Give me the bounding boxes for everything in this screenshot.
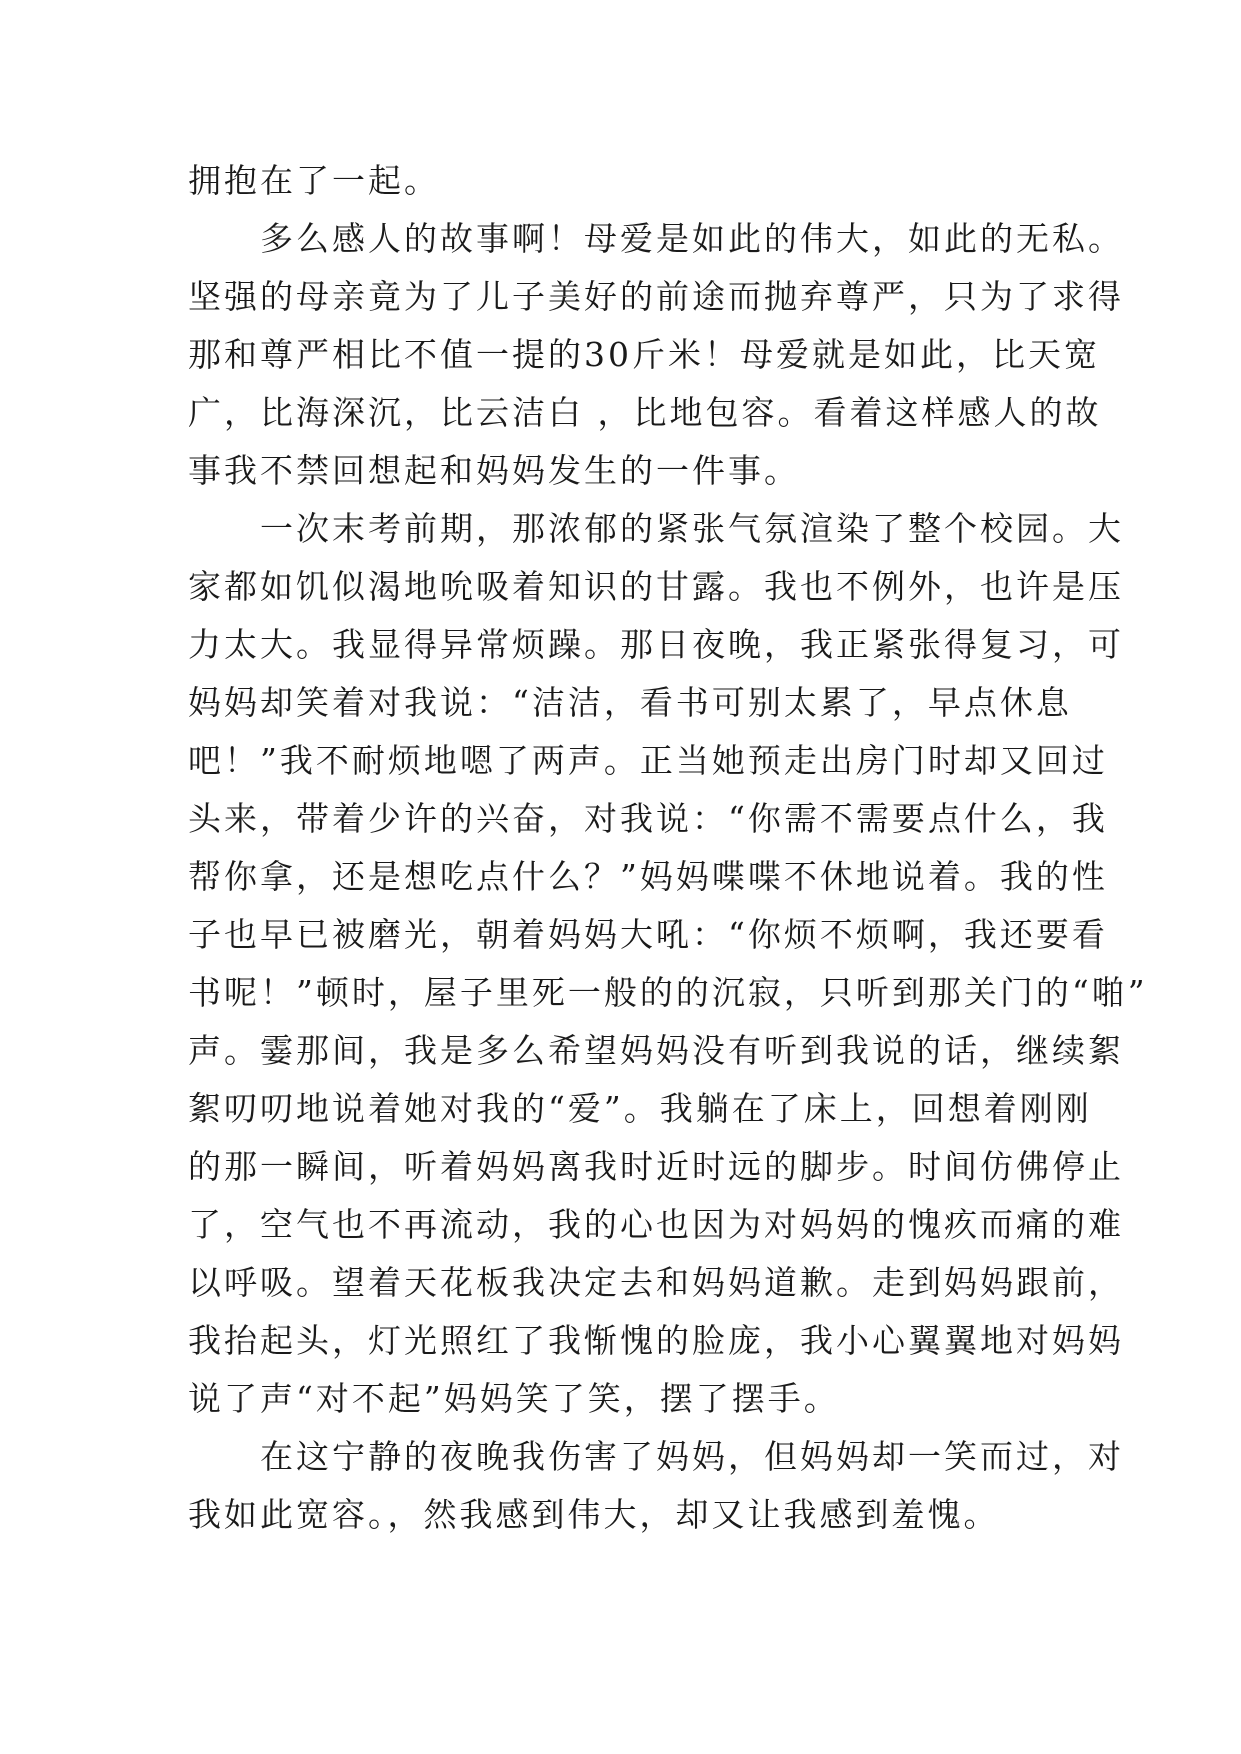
- text-line: 事我不禁回想起和妈妈发生的一件事。: [188, 451, 800, 490]
- text-line: 絮叨叨地说着她对我的“爱”。我躺在了床上，回想着刚刚: [188, 1089, 1092, 1128]
- essay-text: [188, 152, 1148, 1544]
- text-line: 我如此宽容。，然我感到伟大，却又让我感到羞愧。: [188, 1495, 1000, 1534]
- text-line: 那和尊严相比不值一提的30斤米！母爱就是如此，比天宽: [188, 335, 1100, 374]
- text-line: 吧！”我不耐烦地嗯了两声。正当她预走出房门时却又回过: [188, 741, 1108, 780]
- text-line: 广，比海深沉，比云洁白 ，比地包容。看着这样感人的故: [188, 393, 1102, 432]
- text-line: 说了声“对不起”妈妈笑了笑，摆了摆手。: [188, 1379, 840, 1418]
- text-line: 妈妈却笑着对我说：“洁洁，看书可别太累了，早点休息: [188, 683, 1072, 722]
- text-line: 书呢！”顿时，屋子里死一般的的沉寂，只听到那关门的“啪”: [188, 973, 1148, 1012]
- text-line: 一次末考前期，那浓郁的紧张气氛渲染了整个校园。大: [188, 509, 1124, 548]
- text-line: 力太大。我显得异常烦躁。那日夜晚，我正紧张得复习，可: [188, 625, 1124, 664]
- text-line: 在这宁静的夜晚我伤害了妈妈，但妈妈却一笑而过，对: [188, 1437, 1124, 1476]
- text-line: 我抬起头，灯光照红了我惭愧的脸庞，我小心翼翼地对妈妈: [188, 1321, 1124, 1360]
- text-line: 了，空气也不再流动，我的心也因为对妈妈的愧疚而痛的难: [188, 1205, 1124, 1244]
- text-line: 的那一瞬间，听着妈妈离我时近时远的脚步。时间仿佛停止: [188, 1147, 1124, 1186]
- text-line: 子也早已被磨光，朝着妈妈大吼：“你烦不烦啊，我还要看: [188, 915, 1108, 954]
- text-line: 多么感人的故事啊！母爱是如此的伟大，如此的无私。: [188, 219, 1124, 258]
- text-line: 头来，带着少许的兴奋，对我说：“你需不需要点什么，我: [188, 799, 1108, 838]
- text-line: 坚强的母亲竟为了儿子美好的前途而抛弃尊严，只为了求得: [188, 277, 1124, 316]
- text-line: 声。霎那间，我是多么希望妈妈没有听到我说的话，继续絮: [188, 1031, 1124, 1070]
- text-line: 以呼吸。望着天花板我决定去和妈妈道歉。走到妈妈跟前，: [188, 1263, 1124, 1302]
- text-line: 家都如饥似渴地吮吸着知识的甘露。我也不例外，也许是压: [188, 567, 1124, 606]
- text-line: 帮你拿，还是想吃点什么？”妈妈喋喋不休地说着。我的性: [188, 857, 1108, 896]
- text-line: 拥抱在了一起。: [188, 161, 440, 200]
